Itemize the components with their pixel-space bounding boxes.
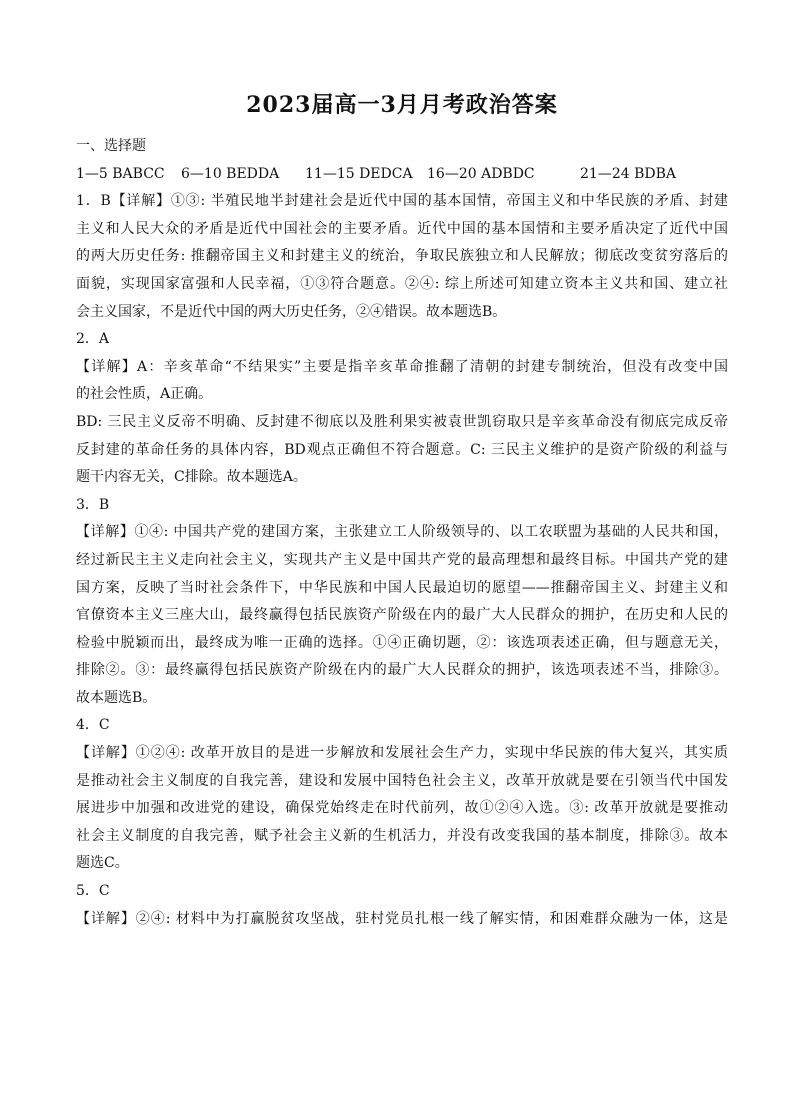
explanation-line: 【详解】A：辛亥革命“不结果实”主要是指辛亥革命推翻了清朝的封建专制统治，但没有改变中国 — [76, 358, 728, 375]
explanation-line: 故本题选B。 — [76, 689, 157, 706]
explanation-line: 【详解】①②④: 改革开放目的是进一步解放和发展社会生产力，实现中华民族的伟大复兴，其实质 — [76, 745, 728, 762]
explanation-line: 1．B【详解】①③: 半殖民地半封建社会是近代中国的基本国情，帝国主义和中华民族的矛盾、封建 — [76, 193, 728, 210]
question-answer: 5．C — [76, 883, 110, 900]
explanation-line: 排除②。③：最终赢得包括民族资产阶级在内的最广大人民群众的拥护，该选项表述不当，排除③。 — [76, 662, 728, 679]
explanation-line: 社会主义制度的自我完善，赋予社会主义新的生机活力，并没有改变我国的基本制度，排除③。故本 — [76, 827, 728, 844]
answer-key-group: 11—15 DEDCA — [305, 165, 413, 182]
explanation-line: 面貌，实现国家富强和人民幸福，①③符合题意。②④: 综上所述可知建立资本主义共和国、建立社 — [76, 275, 728, 292]
answer-key-group: 21—24 BDBA — [580, 165, 676, 182]
document-title: 2023届高一3月月考政治答案 — [246, 92, 558, 118]
explanation-line: 是推动社会主义制度的自我完善，建设和发展中国特色社会主义，改革开放就是要在引领当代中国发 — [76, 772, 728, 789]
explanation-line: 反封建的革命任务的具体内容，BD观点正确但不符合题意。C: 三民主义维护的是资产阶级的利益与 — [76, 441, 728, 458]
explanation-line: 【详解】①④: 中国共产党的建国方案，主张建立工人阶级领导的、以工农联盟为基础的人民共和国， — [76, 524, 728, 541]
explanation-line: 题干内容无关，C排除。故本题选A。 — [76, 469, 307, 486]
explanation-line: 主义和人民大众的矛盾是近代中国社会的主要矛盾。近代中国的基本国情和主要矛盾决定了近代中国 — [76, 220, 728, 237]
explanation-line: 官僚资本主义三座大山，最终赢得包括民族资产阶级在内的最广大人民群众的拥护，在历史和人民的 — [76, 607, 728, 624]
explanation-line: BD: 三民主义反帝不明确、反封建不彻底以及胜利果实被袁世凯窃取只是辛亥革命没有彻底完成反帝 — [76, 413, 728, 430]
answer-key-group: 16—20 ADBDC — [427, 165, 535, 182]
answer-key-group: 1—5 BABCC — [76, 165, 165, 182]
explanation-line: 题选C。 — [76, 855, 129, 872]
explanation-line: 的社会性质，A正确。 — [76, 386, 213, 403]
explanation-line: 的两大历史任务: 推翻帝国主义和封建主义的统治，争取民族独立和人民解放；彻底改变贫穷落后的 — [76, 248, 728, 265]
answer-key-group: 6—10 BEDDA — [181, 165, 280, 182]
explanation-line: 检验中脱颖而出，最终成为唯一正确的选择。①④正确切题，②：该选项表述正确，但与题意无关， — [76, 634, 728, 651]
explanation-line: 会主义国家，不是近代中国的两大历史任务，②④错误。故本题选B。 — [76, 303, 507, 320]
question-answer: 3．B — [76, 496, 110, 513]
explanation-line: 经过新民主主义走向社会主义，实现共产主义是中国共产党的最高理想和最终目标。中国共产党的建 — [76, 551, 728, 568]
question-answer: 4．C — [76, 717, 110, 734]
explanation-line: 展进步中加强和改进党的建设，确保党始终走在时代前列，故①②④入选。③: 改革开放就是要推动 — [76, 800, 728, 817]
explanation-line: 国方案，反映了当时社会条件下，中华民族和中国人民最迫切的愿望——推翻帝国主义、封建主义和 — [76, 579, 728, 596]
explanation-line: 【详解】②④: 材料中为打赢脱贫攻坚战，驻村党员扎根一线了解实情，和困难群众融为一体，这是 — [76, 910, 728, 927]
question-answer: 2．A — [76, 331, 110, 348]
answer-key-row — [76, 161, 728, 189]
section-heading: 一、选择题 — [76, 138, 146, 154]
